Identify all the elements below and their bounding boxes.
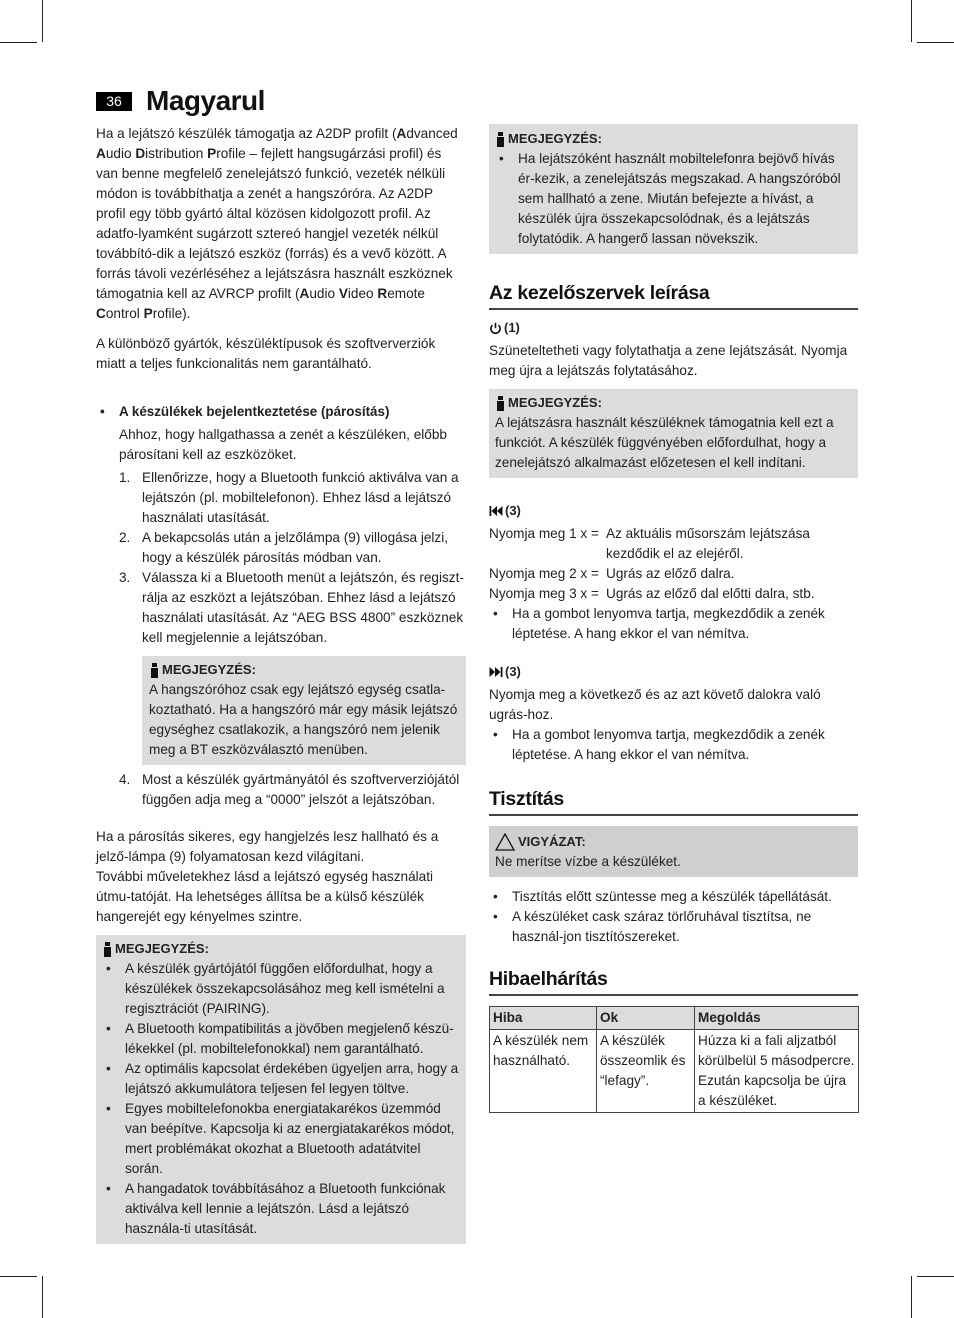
compatibility-paragraph: A különböző gyártók, készüléktípusok és szoftververziók miatt a teljes funkcionalitás nem garantálható. [96, 336, 436, 371]
intro-text: udio [309, 286, 339, 301]
intro-text: ontrol [105, 306, 144, 321]
acronym-letter: A [299, 286, 310, 301]
crop-mark [0, 42, 37, 43]
table-cell: Húzza ki a fali aljzatból körülbelül 5 másodpercre. Ezután kapcsolja be újra a készüléket. [695, 1030, 859, 1113]
intro-text: emote [387, 286, 425, 301]
list-item: • A hangadatok továbbításához a Bluetooth funkciónak aktiválva kell lennie a lejátszón. Lásd a lejátszó használa-ti utasítását. [102, 1179, 460, 1239]
list-item: • A készülék gyártójától függően előfordulhat, hogy a készülékek összekapcsolásához meg kell ismételni a regisztrációt (PAIRING). [102, 959, 460, 1019]
controls-heading: Az kezelőszervek leírása [489, 281, 858, 310]
intro-text: istribution [145, 146, 208, 161]
page-title: Magyarul [146, 85, 265, 116]
intro-text: ideo [347, 286, 378, 301]
info-icon [149, 663, 159, 678]
note-text: A hangszóróhoz csak egy lejátszó egység csatla-koztatható. Ha a hangszóró már egy másik lejátszó egységhez csatlakozik, a hangszóró nem jelenik meg a BT eszközválasztó menüben. [149, 682, 458, 757]
list-item: • Egyes mobiltelefonokba energiatakarékos üzemmód van beépítve. Kapcsolja ki az energiatakarékos módot, mert problémákat okozhat a Bluetooth adatátvitel során. [102, 1099, 460, 1179]
next-control-label: (3) [489, 662, 858, 682]
caution-box: VIGYÁZAT: Ne merítse vízbe a készüléket. [489, 826, 858, 877]
pairing-step: 1. Ellenőrizze, hogy a Bluetooth funkció aktiválva van a lejátszón (pl. mobiltelefonon). Ehhez lásd a lejátszó használati utasítását. [119, 470, 459, 525]
intro-text: rofile). [152, 306, 191, 321]
intro-text: dvanced [406, 126, 458, 141]
acronym-letter: P [143, 306, 153, 321]
intro-text: rofile – fejlett hangsugárzási profil) és van benne megfelelő zenelejátszó funkció, vezeték nélküli módon is továbbíthatja a zenét a hangszóróra. Az A2DP profil egy több gyártó által közösen kidolgozott profil. Az adatfo-lyamként sugárzott sztereó hangjel vezeték nélkül továbbító-dik a lejátszó eszköz (forrás) és a vevő között. A forrás távoli vezérléséhez a lejátszásra használt eszköznek támogatnia kell az AVRCP profilt ( [96, 146, 453, 301]
crop-mark [917, 1276, 954, 1277]
power-description: Szüneteltetheti vagy folytathatja a zene lejátszását. Nyomja meg újra a lejátszás folytatásához. [489, 343, 848, 378]
prev-bullet: • Ha a gombot lenyomva tartja, megkezdődik a zenék léptetése. A hang ekkor el van némítva. [489, 604, 858, 644]
table-cell: A készülék összeomlik és “lefagy”. [597, 1030, 695, 1113]
left-column [96, 124, 466, 1244]
right-column [489, 124, 858, 1113]
warning-icon [495, 833, 515, 851]
acronym-letter: C [96, 306, 106, 321]
crop-mark [42, 1276, 43, 1318]
table-header: Ok [597, 1007, 695, 1030]
troubleshooting-heading: Hibaelhárítás [489, 967, 858, 996]
crop-mark [42, 0, 43, 42]
intro-text: Ha a lejátszó készülék támogatja az A2DP profilt ( [96, 126, 397, 141]
list-item: • Tisztítás előtt szüntesse meg a készülék tápellátását. [489, 887, 858, 907]
pairing-steps [96, 468, 466, 648]
prev-press-table [489, 524, 858, 604]
note-item: • Ha lejátszóként használt mobiltelefonra bejövő hívás ér-kezik, a zenelejátszás megszakad. A hangszóróból sem hallható a zene. Miután befejezte a hívást, a készülék újra összekapcsolódnak, és a lejátszás folytatódik. A hangerő lassan növekszik. [495, 149, 852, 249]
next-bullet: • Ha a gombot lenyomva tartja, megkezdődik a zenék léptetése. A hang ekkor el van némítva. [489, 725, 858, 765]
info-icon [495, 132, 505, 147]
page-number: 36 [96, 92, 132, 111]
further-paragraph: További műveletekhez lásd a lejátszó egység használati útmu-tatóját. Ha lehetséges állítsa be a külső készülék hangerejét egy kényelmes szintre. [96, 869, 434, 924]
note-box: MEGJEGYZÉS: A lejátszásra használt készüléknek támogatnia kell ezt a funkciót. A készülék függvényében előfordulhat, hogy a zenelejátszó alkalmazást előzetesen el kell indítani. [489, 389, 858, 478]
prev-control-label: (3) [489, 501, 858, 521]
pairing-step: 4. Most a készülék gyártmányától és szoftververziójától függően adja meg a “0000” jelszót a lejátszóban. [119, 772, 460, 807]
success-paragraph: Ha a párosítás sikeres, egy hangjelzés lesz hallható és a jelző-lámpa (9) folyamatosan kezd világítani. [96, 829, 439, 864]
note-box: MEGJEGYZÉS: • Ha lejátszóként használt mobiltelefonra bejövő hívás ér-kezik, a zenelejátszás megszakad. A hangszóróból sem hallható a zene. Miután befejezte a hívást, a készülék újra összekapcsolódnak, és a lejátszás folytatódik. A hangerő lassan növekszik. [489, 124, 858, 254]
table-row [490, 1030, 859, 1113]
crop-mark [911, 0, 912, 42]
note-text: A lejátszásra használt készüléknek támogatnia kell ezt a funkciót. A készülék függvényében előfordulhat, hogy a zenelejátszó alkalmazást előzetesen el kell indítani. [495, 415, 834, 470]
power-control-label: (1) [489, 318, 858, 338]
info-icon [495, 396, 505, 411]
note-box: MEGJEGYZÉS: A hangszóróhoz csak egy lejátszó egység csatla-koztatható. Ha a hangszóró már egy másik lejátszó egységhez csatlakozik, a hangszóró nem jelenik meg a BT eszközválasztó menüben. [142, 656, 466, 765]
table-header: Megoldás [695, 1007, 859, 1030]
power-icon [489, 322, 502, 335]
press-row: Nyomja meg 2 x = Ugrás az előző dalra. [489, 566, 735, 581]
acronym-letter: D [135, 146, 146, 161]
troubleshooting-table [489, 1006, 859, 1113]
previous-track-icon [489, 505, 503, 517]
note-list [102, 959, 460, 1239]
acronym-letter: R [377, 286, 388, 301]
list-item: • Az optimális kapcsolat érdekében ügyeljen arra, hogy a lejátszó akkumulátora teljesen fel legyen töltve. [102, 1059, 460, 1099]
note-box: MEGJEGYZÉS: • A készülék gyártójától függően előfordulhat, hogy a készülékek összekapcsolásához meg kell ismételni a regisztrációt (PAIRING). • A Bluetooth kompatibilitás a jövőben megjelenő készü-lékekkel (pl. mobiltelefonokkal) nem garantálható. • Az optimális kapcsolat érdekében ügyeljen arra, hogy a lejátszó akkumulátora teljesen fel legyen töltve. • Egyes mobiltelefonokba energiatakarékos üzemmód van beépítve. Kapcsolja ki az energiatakarékos módot, mert problémákat okozhat a Bluetooth adatátvitel során. • A hangadatok továbbításához a Bluetooth funkciónak aktiválva kell lennie a lejátszón. Lásd a lejátszó használa-ti utasítását. [96, 935, 466, 1244]
pairing-heading: • A készülékek bejelentkeztetése (párosítás) [96, 402, 466, 422]
info-icon [102, 942, 112, 957]
next-description: Nyomja meg a következő és az azt követő dalokra való ugrás-hoz. [489, 687, 821, 722]
intro-paragraph [96, 124, 466, 324]
pairing-step: 2. A bekapcsolás után a jelzőlámpa (9) villogása jelzi, hogy a készülék párosítás módban van. [119, 530, 449, 565]
acronym-letter: V [338, 286, 348, 301]
crop-mark [917, 42, 954, 43]
table-cell: A készülék nem használható. [490, 1030, 597, 1113]
press-row: Nyomja meg 1 x = Az aktuális műsorszám lejátszása kezdődik el az elejéről. [489, 526, 810, 561]
caution-text: Ne merítse vízbe a készüléket. [495, 854, 681, 869]
next-track-icon [489, 666, 503, 678]
acronym-letter: A [96, 146, 106, 161]
pairing-intro: Ahhoz, hogy hallgathassa a zenét a készüléken, előbb párosítani kell az eszközöket. [119, 427, 447, 462]
list-item: • A Bluetooth kompatibilitás a jövőben megjelenő készü-lékekkel (pl. mobiltelefonokkal) nem garantálható. [102, 1019, 460, 1059]
press-row: Nyomja meg 3 x = Ugrás az előző dal előtti dalra, stb. [489, 586, 815, 601]
acronym-letter: P [207, 146, 217, 161]
list-item: • A készüléket cask száraz törlőruhával tisztítsa, ne használ-jon tisztítószereket. [489, 907, 858, 947]
table-header: Hiba [490, 1007, 597, 1030]
cleaning-list [489, 887, 858, 947]
intro-text: udio [105, 146, 136, 161]
cleaning-heading: Tisztítás [489, 787, 858, 816]
crop-mark [0, 1276, 37, 1277]
acronym-letter: A [396, 126, 407, 141]
crop-mark [911, 1276, 912, 1318]
pairing-step: 3. Válassza ki a Bluetooth menüt a lejátszón, és regiszt-rálja az eszközt a lejátszóban. Ehhez lásd a lejátszó használati utasítását. Az “AEG BSS 4800” eszköznek kell megjelennie a lejátszóban. [119, 570, 464, 645]
